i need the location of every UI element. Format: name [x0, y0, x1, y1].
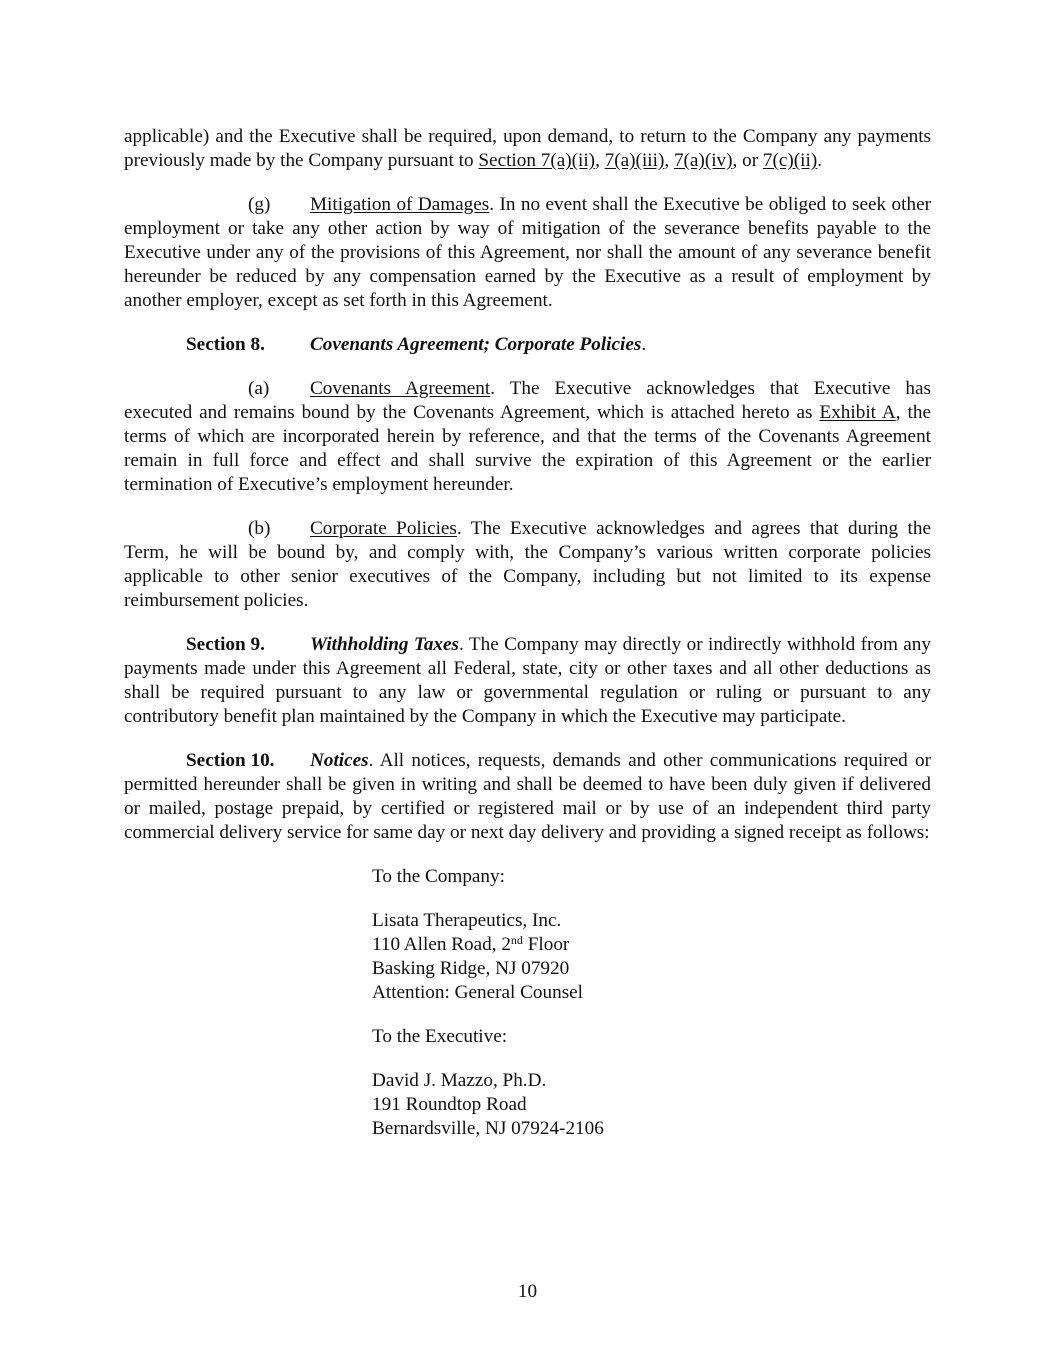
- company-address-block: [372, 909, 931, 1005]
- section-10: [124, 749, 931, 845]
- paragraph-heading: Covenants Agreement: [310, 378, 491, 399]
- paragraph-body: . In no event shall the Executive be obliged to seek other employment or take any other action by way of mitigation of the severance benefits payable to the Executive under any of the provisions of this Agreement, nor shall the amount of any severance benefit hereunder be reduced by any compensation earned by the Executive as a result of employment by another employer, except as set forth in this Agreement.: [124, 194, 931, 311]
- section-title: Notices: [310, 750, 369, 771]
- paragraph-g: [124, 193, 931, 313]
- paragraph-8b: [124, 517, 931, 613]
- section-body: . All notices, requests, demands and other communications required or permitted hereunder shall be given in writing and shall be deemed to have been duly given if delivered or mailed, postage prepaid, by certified or registered mail or by use of an independent third party commercial delivery service for same day or next day delivery and providing a signed receipt as follows:: [124, 750, 931, 843]
- section-ref-7a-iv: 7(a)(iv): [673, 150, 733, 171]
- section-8-heading: Section 8. Covenants Agreement; Corporate Policies.: [186, 334, 647, 355]
- section-ref-7c-ii: 7(c)(ii): [762, 150, 818, 171]
- paragraph-heading: Corporate Policies: [310, 518, 457, 539]
- company-address-heading: To the Company:: [372, 866, 505, 887]
- paragraph-label: (a): [248, 378, 270, 399]
- document-page: [124, 125, 931, 1161]
- executive-address-block: [372, 1069, 931, 1141]
- paragraph-body: . The Executive acknowledges that Executive has executed and remains bound by the Covenants Agreement, which is attached hereto as: [124, 378, 931, 423]
- company-street: 110 Allen Road, 2nd Floor: [372, 933, 570, 955]
- paragraph-body: . The Executive acknowledges and agrees that during the Term, he will be bound by, and comply with, the Company’s various written corporate policies applicable to other senior executives of the Company, including but not limited to its expense reimbursement policies.: [124, 518, 931, 611]
- exhibit-ref: Exhibit A: [819, 402, 896, 423]
- executive-address-heading: To the Executive:: [372, 1026, 508, 1047]
- section-title: Covenants Agreement; Corporate Policies: [310, 334, 642, 355]
- paragraph-8a: (a) Covenants Agreement. The Executive acknowledges that Executive has executed and remains bound by the Covenants Agreement, which is attached hereto as Exhibit A, the terms of which are incorporated herein by reference, and that the terms of the Covenants Agreement remain in full force and effect and shall survive the expiration of this Agreement or the earlier termination of Executive’s employment hereunder.: [124, 378, 931, 495]
- section-9: [124, 633, 931, 729]
- executive-name: David J. Mazzo, Ph.D.: [372, 1070, 547, 1091]
- section-body: . The Company may directly or indirectly withhold from any payments made under this Agreement all Federal, state, city or other taxes and all other deductions as shall be required pursuant to any law or governmental regulation or ruling or pursuant to any contributory benefit plan maintained by the Company in which the Executive may participate.: [124, 634, 931, 727]
- company-city: Basking Ridge, NJ 07920: [372, 958, 570, 979]
- continuation-text: applicable) and the Executive shall be required, upon demand, to return to the Company any payments previously made by the Company pursuant to: [124, 126, 931, 171]
- company-attention: Attention: General Counsel: [372, 982, 584, 1003]
- executive-street: 191 Roundtop Road: [372, 1094, 527, 1115]
- page-number: 10: [517, 1281, 538, 1302]
- company-name: Lisata Therapeutics, Inc.: [372, 910, 562, 931]
- section-title: Withholding Taxes: [310, 634, 460, 655]
- executive-city: Bernardsville, NJ 07924-2106: [372, 1118, 604, 1139]
- paragraph-heading: Mitigation of Damages: [310, 194, 490, 215]
- paragraph-label: (b): [248, 518, 271, 539]
- paragraph-label: (g): [248, 194, 271, 215]
- section-ref-7a-iii: 7(a)(iii): [604, 150, 665, 171]
- continuation-paragraph: applicable) and the Executive shall be required, upon demand, to return to the Company any payments previously made by the Company pursuant to Section 7(a)(ii), 7(a)(iii), 7(a)(iv), or 7(c)(ii).: [124, 126, 931, 171]
- section-label: Section 10.: [186, 750, 275, 771]
- section-label: Section 9.: [186, 634, 265, 655]
- section-label: Section 8.: [186, 334, 265, 355]
- section-ref-7a-ii: Section 7(a)(ii): [478, 150, 596, 171]
